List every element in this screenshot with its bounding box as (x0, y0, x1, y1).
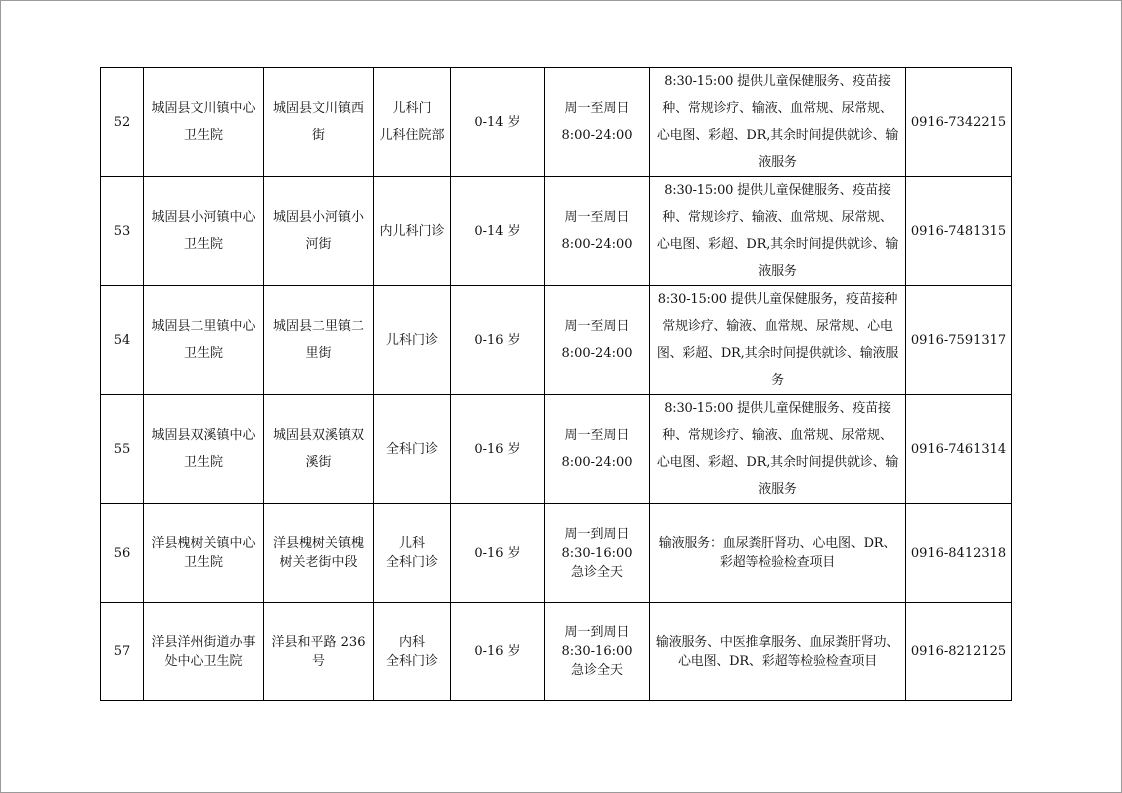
age-range: 0-16 岁 (451, 286, 545, 395)
table-row (101, 395, 1012, 504)
clinic-address: 城固县二里镇二 里街 (264, 286, 374, 395)
table-row (101, 177, 1012, 286)
department: 内科 全科门诊 (374, 603, 451, 701)
service-description: 8:30-15:00 提供儿童保健服务、疫苗接 种、常规诊疗、输液、血常规、尿常规、 心电图、彩超、DR,其余时间提供就诊、输 液服务 (650, 395, 906, 504)
age-range: 0-16 岁 (451, 504, 545, 603)
service-description: 输液服务：血尿粪肝肾功、心电图、DR、 彩超等检验检查项目 (650, 504, 906, 603)
phone-number: 0916-8212125 (906, 603, 1012, 701)
clinic-address: 洋县槐树关镇槐 树关老街中段 (264, 504, 374, 603)
department: 内儿科门诊 (374, 177, 451, 286)
department: 儿科 全科门诊 (374, 504, 451, 603)
service-hours: 周一至周日 8:00-24:00 (545, 286, 650, 395)
row-number: 52 (101, 68, 144, 177)
row-number: 57 (101, 603, 144, 701)
age-range: 0-14 岁 (451, 177, 545, 286)
service-hours: 周一至周日 8:00-24:00 (545, 68, 650, 177)
table-row (101, 603, 1012, 701)
service-description: 输液服务、中医推拿服务、血尿粪肝肾功、 心电图、DR、彩超等检验检查项目 (650, 603, 906, 701)
clinic-name: 城固县二里镇中心 卫生院 (144, 286, 264, 395)
row-number: 53 (101, 177, 144, 286)
age-range: 0-16 岁 (451, 395, 545, 504)
phone-number: 0916-8412318 (906, 504, 1012, 603)
phone-number: 0916-7481315 (906, 177, 1012, 286)
service-hours: 周一至周日 8:00-24:00 (545, 395, 650, 504)
department: 儿科门 儿科住院部 (374, 68, 451, 177)
table-row (101, 504, 1012, 603)
clinic-address: 城固县小河镇小 河街 (264, 177, 374, 286)
row-number: 56 (101, 504, 144, 603)
table-row (101, 286, 1012, 395)
clinic-name: 洋县槐树关镇中心 卫生院 (144, 504, 264, 603)
row-number: 55 (101, 395, 144, 504)
clinic-table (100, 67, 1012, 701)
clinic-name: 城固县双溪镇中心 卫生院 (144, 395, 264, 504)
department: 全科门诊 (374, 395, 451, 504)
row-number: 54 (101, 286, 144, 395)
service-description: 8:30-15:00 提供儿童保健服务、疫苗接 种、常规诊疗、输液、血常规、尿常规、 心电图、彩超、DR,其余时间提供就诊、输 液服务 (650, 68, 906, 177)
service-description: 8:30-15:00 提供儿童保健服务，疫苗接种 常规诊疗、输液、血常规、尿常规、心电 图、彩超、DR,其余时间提供就诊、输液服 务 (650, 286, 906, 395)
table-row (101, 68, 1012, 177)
clinic-name: 城固县文川镇中心 卫生院 (144, 68, 264, 177)
department: 儿科门诊 (374, 286, 451, 395)
clinic-name: 城固县小河镇中心 卫生院 (144, 177, 264, 286)
age-range: 0-16 岁 (451, 603, 545, 701)
phone-number: 0916-7591317 (906, 286, 1012, 395)
service-hours: 周一到周日 8:30-16:00 急诊全天 (545, 603, 650, 701)
service-hours: 周一至周日 8:00-24:00 (545, 177, 650, 286)
service-hours: 周一到周日 8:30-16:00 急诊全天 (545, 504, 650, 603)
phone-number: 0916-7342215 (906, 68, 1012, 177)
clinic-address: 城固县文川镇西 街 (264, 68, 374, 177)
service-description: 8:30-15:00 提供儿童保健服务、疫苗接 种、常规诊疗、输液、血常规、尿常规、 心电图、彩超、DR,其余时间提供就诊、输 液服务 (650, 177, 906, 286)
clinic-name: 洋县洋州街道办事 处中心卫生院 (144, 603, 264, 701)
phone-number: 0916-7461314 (906, 395, 1012, 504)
age-range: 0-14 岁 (451, 68, 545, 177)
clinic-address: 城固县双溪镇双 溪街 (264, 395, 374, 504)
clinic-address: 洋县和平路 236 号 (264, 603, 374, 701)
